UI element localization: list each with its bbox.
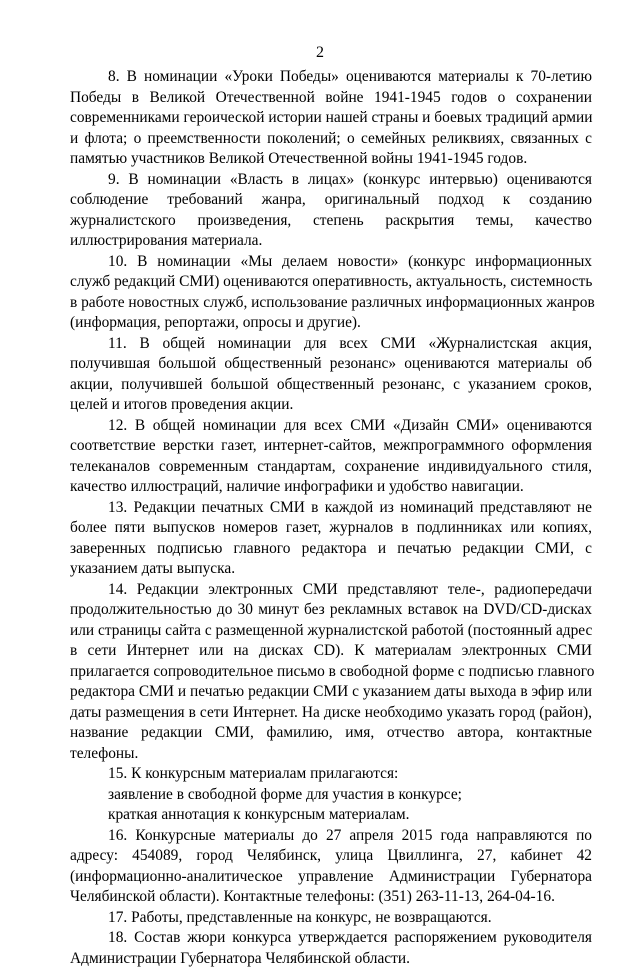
paragraph-line: иллюстрирования материала.: [70, 231, 592, 252]
paragraph-line: современниками героической истории нашей страны и боевых традиций армии: [70, 108, 592, 129]
paragraph-line: 15. К конкурсным материалам прилагаются:: [70, 764, 592, 785]
paragraph-12: [70, 416, 592, 498]
paragraph-line: 12. В общей номинации для всех СМИ «Дизайн СМИ» оцениваются: [70, 416, 592, 437]
paragraph-line: краткая аннотация к конкурсным материалам.: [70, 805, 592, 826]
paragraph-line: телефоны.: [70, 744, 592, 765]
paragraph-line: 13. Редакции печатных СМИ в каждой из номинаций представляют не: [70, 498, 592, 519]
paragraph-line: журналистского произведения, степень раскрытия темы, качество: [70, 211, 592, 232]
paragraph-line: служб редакций СМИ) оцениваются оперативность, актуальность, системность: [70, 272, 592, 293]
paragraph-16: [70, 826, 592, 908]
paragraph-line: адресу: 454089, город Челябинск, улица Цвиллинга, 27, кабинет 42: [70, 846, 592, 867]
paragraph-8: [70, 67, 592, 170]
paragraph-line: прилагается сопроводительное письмо в свободной форме с подписью главного: [70, 662, 592, 683]
paragraph-line: соблюдение требований жанра, оригинальный подход к созданию: [70, 190, 592, 211]
paragraph-line: акции, получившей большой общественный резонанс, с указанием сроков,: [70, 375, 592, 396]
paragraph-line: 14. Редакции электронных СМИ представляют теле-, радиопередачи: [70, 580, 592, 601]
paragraph-17: [70, 908, 592, 929]
paragraph-10: [70, 252, 592, 334]
paragraph-line: 16. Конкурсные материалы до 27 апреля 2015 года направляются по: [70, 826, 592, 847]
paragraph-line: заявление в свободной форме для участия в конкурсе;: [70, 785, 592, 806]
paragraph-line: Администрации Губернатора Челябинской области.: [70, 949, 592, 969]
paragraph-line: 18. Состав жюри конкурса утверждается распоряжением руководителя: [70, 928, 592, 949]
paragraph-line: 8. В номинации «Уроки Победы» оцениваются материалы к 70-летию: [70, 67, 592, 88]
paragraph-line: соответствие верстки газет, интернет-сайтов, межпрограммного оформления: [70, 436, 592, 457]
paragraph-line: (информация, репортажи, опросы и другие).: [70, 313, 592, 334]
text-lines: [70, 67, 592, 969]
paragraph-line: указанием даты выпуска.: [70, 559, 592, 580]
paragraph-line: даты размещения в сети Интернет. На диске необходимо указать город (район),: [70, 703, 592, 724]
paragraph-9: [70, 170, 592, 252]
paragraph-line: в работе новостных служб, использование различных информационных жанров: [70, 293, 592, 314]
paragraph-13: [70, 498, 592, 580]
paragraph-line: целей и итогов проведения акции.: [70, 395, 592, 416]
paragraph-line: получившая большой общественный резонанс» оцениваются материалы об: [70, 354, 592, 375]
document-body: [70, 67, 592, 969]
paragraph-line: редактора СМИ и печатью редакции СМИ с указанием даты выхода в эфир или: [70, 682, 592, 703]
paragraph-line: 11. В общей номинации для всех СМИ «Журналистская акция,: [70, 334, 592, 355]
paragraph-line: 9. В номинации «Власть в лицах» (конкурс интервью) оцениваются: [70, 170, 592, 191]
paragraph-line: Челябинской области). Контактные телефоны: (351) 263-11-13, 264-04-16.: [70, 887, 592, 908]
paragraph-line: Победы в Великой Отечественной войне 1941-1945 годов о сохранении: [70, 88, 592, 109]
paragraph-line: 17. Работы, представленные на конкурс, не возвращаются.: [70, 908, 592, 929]
paragraph-line: качество иллюстраций, наличие инфографики и удобство навигации.: [70, 477, 592, 498]
paragraph-line: название редакции СМИ, фамилию, имя, отчество автора, контактные: [70, 723, 592, 744]
paragraph-line: (информационно-аналитическое управление Администрации Губернатора: [70, 867, 592, 888]
paragraph-14: [70, 580, 592, 765]
paragraph-18: [70, 928, 592, 969]
paragraph-11: [70, 334, 592, 416]
paragraph-line: 10. В номинации «Мы делаем новости» (конкурс информационных: [70, 252, 592, 273]
paragraph-line: телеканалов современным стандартам, сохранение индивидуального стиля,: [70, 457, 592, 478]
paragraph-line: памятью участников Великой Отечественной войны 1941-1945 годов.: [70, 149, 592, 170]
paragraph-line: более пяти выпусков номеров газет, журналов в подлинниках или копиях,: [70, 518, 592, 539]
paragraph-line: и флота; о преемственности поколений; о семейных реликвиях, связанных с: [70, 129, 592, 150]
paragraph-line: в сети Интернет или на дисках CD). К материалам электронных СМИ: [70, 641, 592, 662]
page-number: 2: [0, 44, 640, 62]
paragraph-line: продолжительностью до 30 минут без рекламных вставок на DVD/CD-дисках: [70, 600, 592, 621]
paragraph-line: или страницы сайта с размещенной журналистской работой (постоянный адрес: [70, 621, 592, 642]
paragraph-15: [70, 764, 592, 826]
paragraph-line: заверенных подписью главного редактора и печатью редакции СМИ, с: [70, 539, 592, 560]
